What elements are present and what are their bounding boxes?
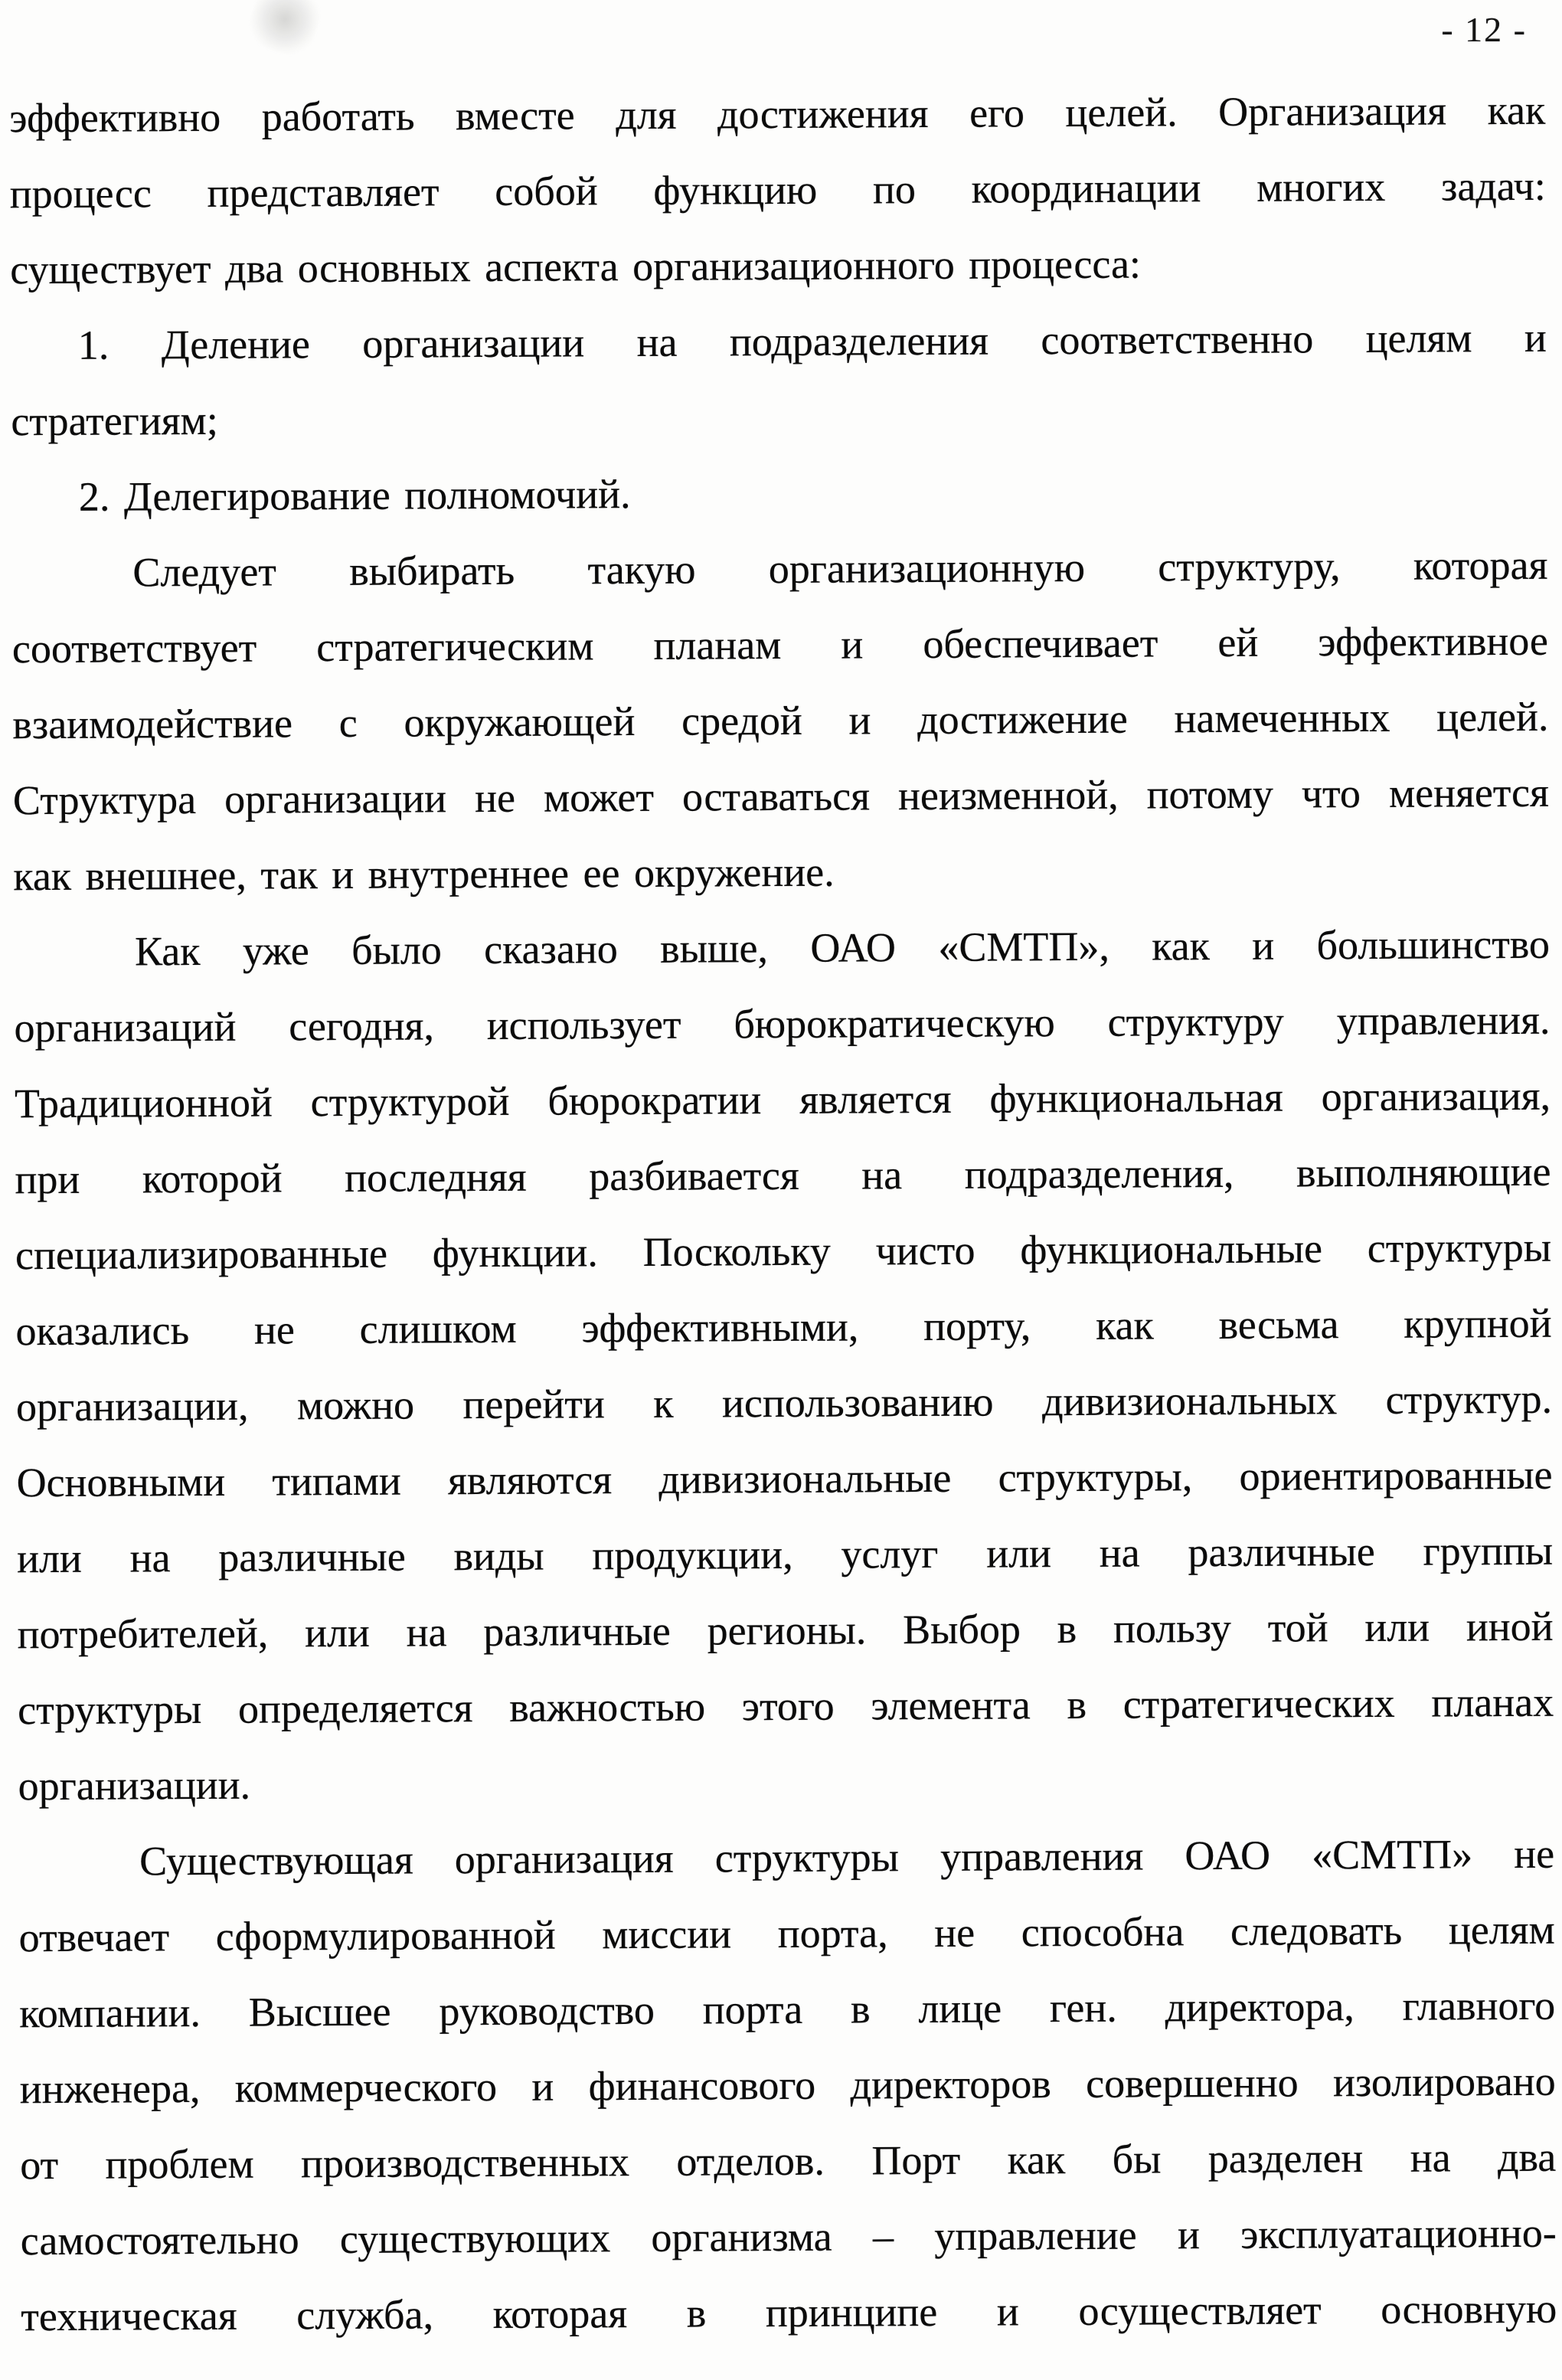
text-line: оказались не слишком эффективными, порту, как весьма крупной [15, 1300, 1552, 1355]
text-line: потребителей, или на различные регионы. Выбор в пользу той или иной [17, 1603, 1554, 1658]
text-line: 2. Делегирование полномочий. [78, 471, 631, 520]
text-line: отвечает сформулированной миссии порта, не способна следовать целям [18, 1906, 1555, 1961]
scan-smudge-artifact [243, 0, 325, 60]
text-line: Следует выбирать такую организационную структуру, которая [132, 541, 1548, 596]
text-line: организаций сегодня, использует бюрократическую структуру управления. [14, 996, 1551, 1051]
text-line: или на различные виды продукции, услуг или на различные группы [16, 1527, 1554, 1582]
text-line: компании. Высшее руководство порта в лице ген. директора, главного [19, 1982, 1556, 2037]
text-line: специализированные функции. Поскольку чисто функциональные структуры [15, 1224, 1552, 1279]
text-line: техническая служба, которая в принципе и осуществляет основную [21, 2285, 1557, 2340]
text-line: структуры определяется важностью этого элемента в стратегических планах [17, 1679, 1554, 1734]
text-line: самостоятельно существующих организма – управление и эксплуатационно- [20, 2209, 1557, 2264]
text-line: 1. Деление организации на подразделения соответственно целям и [77, 314, 1547, 368]
text-line: взаимодействие с окружающей средой и достижение намеченных целей. [12, 693, 1549, 748]
text-line: существует два основных аспекта организационного процесса: [10, 240, 1142, 293]
text-line: инженера, коммерческого и финансового директоров совершенно изолировано [19, 2058, 1556, 2113]
text-line: Структура организации не может оставаться неизменной, потому что меняется [12, 769, 1550, 824]
text-line: процесс представляет собой функцию по координации многих задач: [9, 162, 1546, 217]
text-line: как внешнее, так и внутреннее ее окружение. [13, 848, 835, 900]
text-line: организации. [18, 1761, 251, 1810]
page-number: - 12 - [1441, 10, 1527, 49]
text-line: от проблем производственных отделов. Порт как бы разделен на два [20, 2133, 1557, 2189]
text-line: Основными типами являются дивизиональные структуры, ориентированные [16, 1451, 1553, 1506]
text-line: при которой последняя разбивается на подразделения, выполняющие [15, 1148, 1551, 1203]
text-line: Традиционной структурой бюрократии является функциональная организация, [14, 1072, 1551, 1127]
text-line: Как уже было сказано выше, ОАО «СМТП», как и большинство [134, 920, 1551, 975]
text-line: организации, можно перейти к использованию дивизиональных структур. [15, 1375, 1553, 1430]
text-line: эффективно работать вместе для достижения его целей. Организация как [9, 87, 1546, 142]
text-line: Существующая организация структуры управления ОАО «СМТП» не [139, 1830, 1555, 1885]
text-line: соответствует стратегическим планам и обеспечивает ей эффективное [11, 617, 1549, 672]
document-text [9, 73, 1557, 2355]
text-line: стратегиям; [11, 397, 218, 445]
